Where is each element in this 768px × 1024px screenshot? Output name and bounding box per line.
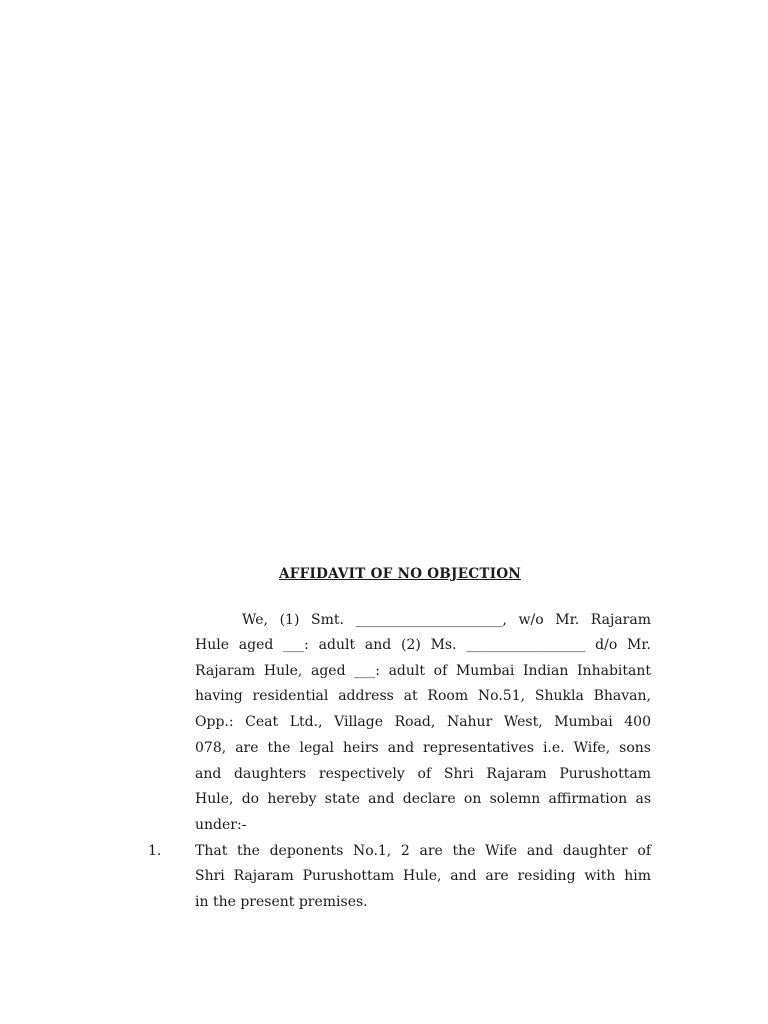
item-1-line-2: Shri Rajaram Purushottam Hule, and are residing with him: [195, 868, 651, 884]
intro-line-5: Opp.: Ceat Ltd., Village Road, Nahur West, Mumbai 400: [195, 714, 651, 730]
item-number: 1.: [148, 843, 162, 859]
intro-line-3: Rajaram Hule, aged ___: adult of Mumbai Indian Inhabitant: [195, 663, 651, 679]
item-1-line-1: That the deponents No.1, 2 are the Wife and daughter of: [195, 843, 651, 859]
intro-line-7: and daughters respectively of Shri Rajaram Purushottam: [195, 766, 651, 782]
intro-line-9: under:-: [195, 817, 247, 833]
intro-line-4: having residential address at Room No.51, Shukla Bhavan,: [195, 688, 651, 704]
document-title: AFFIDAVIT OF NO OBJECTION: [278, 566, 522, 582]
intro-line-2: Hule aged ___: adult and (2) Ms. _________________ d/o Mr.: [195, 637, 651, 653]
item-1-line-3: in the present premises.: [195, 894, 368, 910]
intro-line-1: We, (1) Smt. _____________________, w/o Mr. Rajaram: [242, 612, 651, 628]
intro-line-6: 078, are the legal heirs and representatives i.e. Wife, sons: [195, 740, 651, 756]
intro-line-8: Hule, do hereby state and declare on solemn affirmation as: [195, 791, 651, 807]
